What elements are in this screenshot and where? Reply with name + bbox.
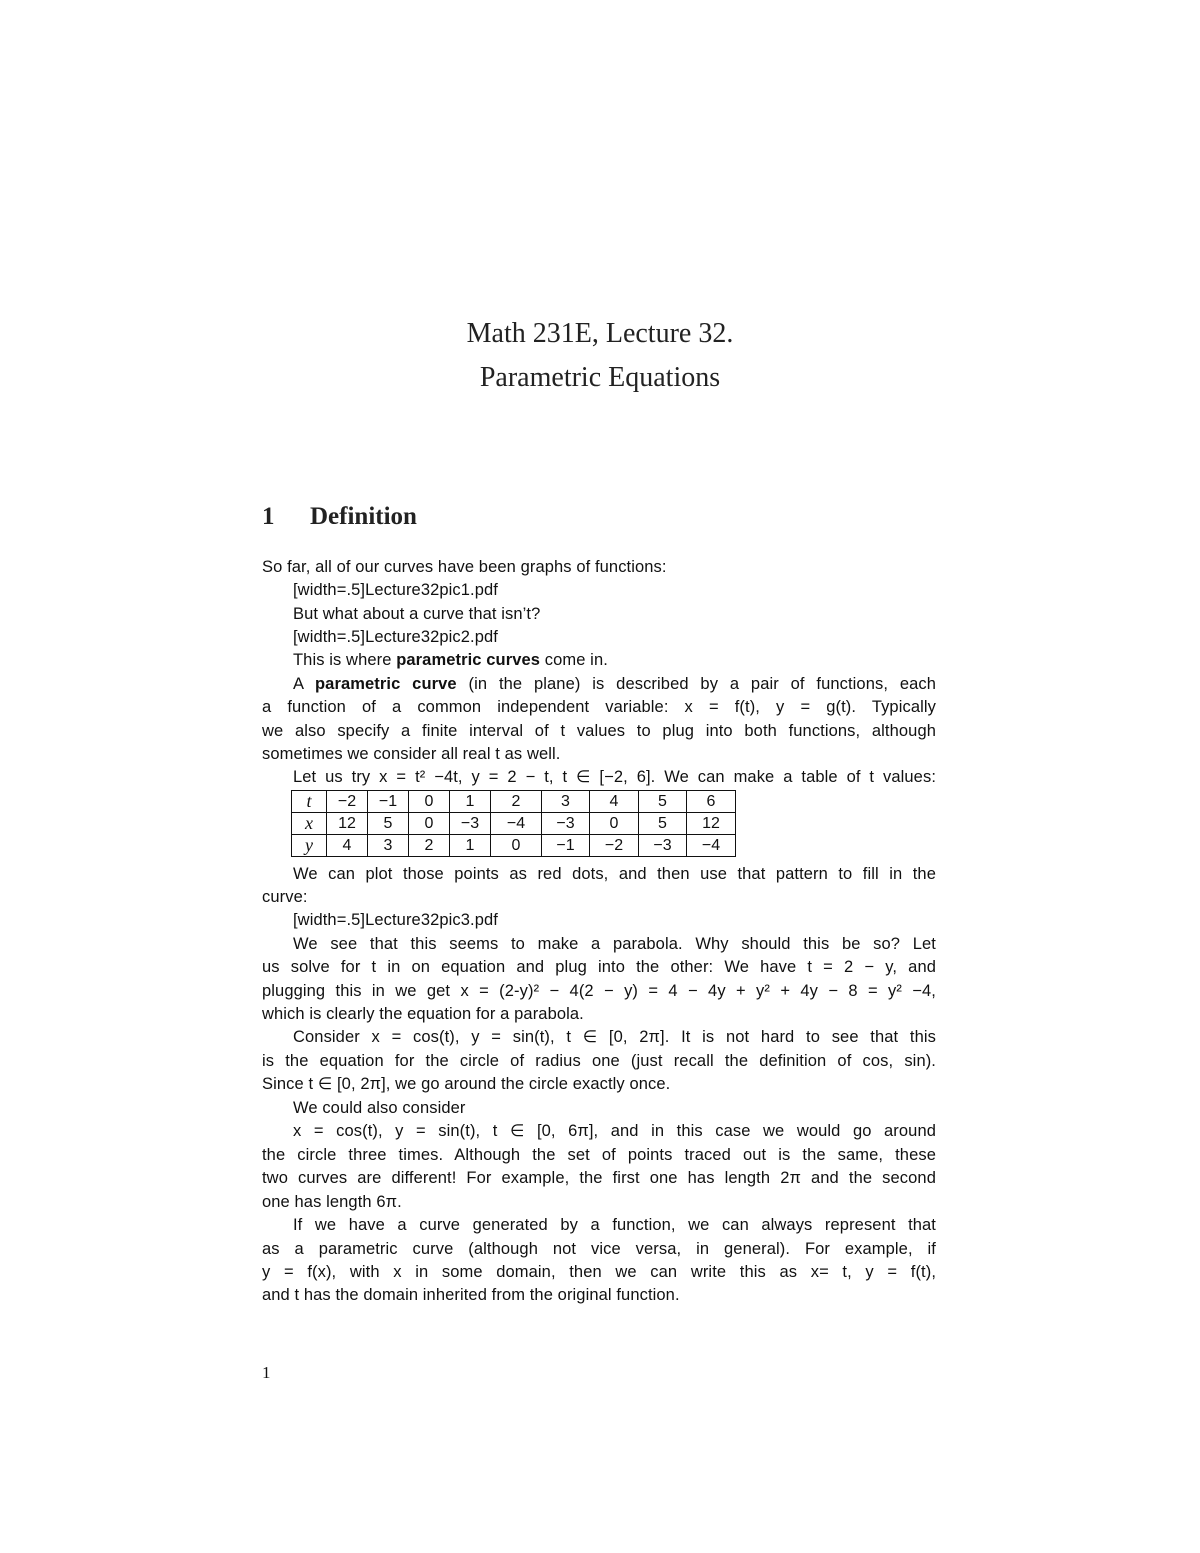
image-placeholder: [width=.5]Lecture32pic2.pdf [293,628,498,646]
paragraph-line: one has length 6π. [262,1193,402,1211]
text-run: This is where [293,651,397,669]
paragraph-line: We see that this seems to make a parabola. Why should this be so? Let [293,935,936,953]
table-cell: 4 [327,835,368,857]
paragraph-line: We can plot those points as red dots, and then use that pattern to fill in the [293,865,936,883]
table-cell: 0 [409,791,450,813]
text-run: come in. [540,651,608,669]
image-placeholder: [width=.5]Lecture32pic3.pdf [293,911,498,929]
table-cell: 2 [409,835,450,857]
table-row-label: y [292,835,327,857]
table-cell: 0 [491,835,542,857]
bold-term: parametric curve [315,675,457,693]
text-run: A [293,675,315,693]
table-cell: 1 [450,791,491,813]
paragraph-line: us solve for t in on equation and plug into the other: We have t = 2 − y, and [262,958,936,976]
table-cell: −4 [687,835,736,857]
paragraph-line: as a parametric curve (although not vice versa, in general). For example, if [262,1240,936,1258]
paragraph-line: x = cos(t), y = sin(t), t ∈ [0, 6π], and in this case we would go around [293,1122,936,1140]
paragraph-line: two curves are different! For example, the first one has length 2π and the second [262,1169,936,1187]
table-cell: 3 [368,835,409,857]
table-cell: 5 [368,813,409,835]
table-cell: 0 [409,813,450,835]
bold-term: parametric curves [396,651,541,669]
paragraph-line: Since t ∈ [0, 2π], we go around the circle exactly once. [262,1075,671,1093]
table-cell: 1 [450,835,491,857]
section-title: Definition [310,503,417,530]
paragraph-line [293,650,936,670]
page-number: 1 [262,1363,271,1382]
paragraph-line: So far, all of our curves have been graphs of functions: [262,558,667,576]
section-number: 1 [262,503,275,530]
table-row [292,835,736,857]
paragraph-line: and t has the domain inherited from the original function. [262,1286,680,1304]
table-cell: 6 [687,791,736,813]
paragraph-line: Consider x = cos(t), y = sin(t), t ∈ [0, 2π]. It is not hard to see that this [293,1028,936,1046]
paragraph-line: plugging this in we get x = (2-y)² − 4(2 − y) = 4 − 4y + y² + 4y − 8 = y² −4, [262,982,936,1000]
table-cell: −4 [491,813,542,835]
table-cell: −1 [542,835,590,857]
paragraph-line: curve: [262,888,308,906]
text-run: (in the plane) is described by a pair of functions, each [456,675,936,693]
paragraph-line: sometimes we consider all real t as well. [262,745,561,763]
section-heading [262,503,417,531]
table-cell: 5 [639,813,687,835]
paragraph-line: the circle three times. Although the set of points traced out is the same, these [262,1146,936,1164]
table-cell: 2 [491,791,542,813]
document-title: Math 231E, Lecture 32. [466,318,734,349]
table-cell: −2 [590,835,639,857]
paragraph-line: But what about a curve that isn’t? [293,605,541,623]
image-placeholder: [width=.5]Lecture32pic1.pdf [293,581,498,599]
table-cell: −3 [639,835,687,857]
table-cell: 3 [542,791,590,813]
table-row [292,791,736,813]
paragraph-line: If we have a curve generated by a function, we can always represent that [293,1216,936,1234]
table-cell: −1 [368,791,409,813]
table-cell: 0 [590,813,639,835]
table-row-label: t [292,791,327,813]
paragraph-line: a function of a common independent variable: x = f(t), y = g(t). Typically [262,698,936,716]
table-row [292,813,736,835]
paragraph-line: Let us try x = t² −4t, y = 2 − t, t ∈ [−2, 6]. We can make a table of t values: [293,768,936,786]
paragraph-line: y = f(x), with x in some domain, then we can write this as x= t, y = f(t), [262,1263,936,1281]
table-cell: 12 [327,813,368,835]
table-cell: 4 [590,791,639,813]
table-row-label: x [292,813,327,835]
paragraph-line: We could also consider [293,1099,466,1117]
paragraph-line: is the equation for the circle of radius one (just recall the definition of cos, sin). [262,1052,936,1070]
document-subtitle: Parametric Equations [479,362,721,393]
table-cell: −3 [450,813,491,835]
table-cell: −2 [327,791,368,813]
table-cell: 5 [639,791,687,813]
paragraph-line: we also specify a finite interval of t values to plug into both functions, although [262,722,936,740]
table-cell: −3 [542,813,590,835]
paragraph-line: which is clearly the equation for a parabola. [262,1005,584,1023]
values-table [291,790,736,857]
table-cell: 12 [687,813,736,835]
paragraph-line [293,674,936,694]
